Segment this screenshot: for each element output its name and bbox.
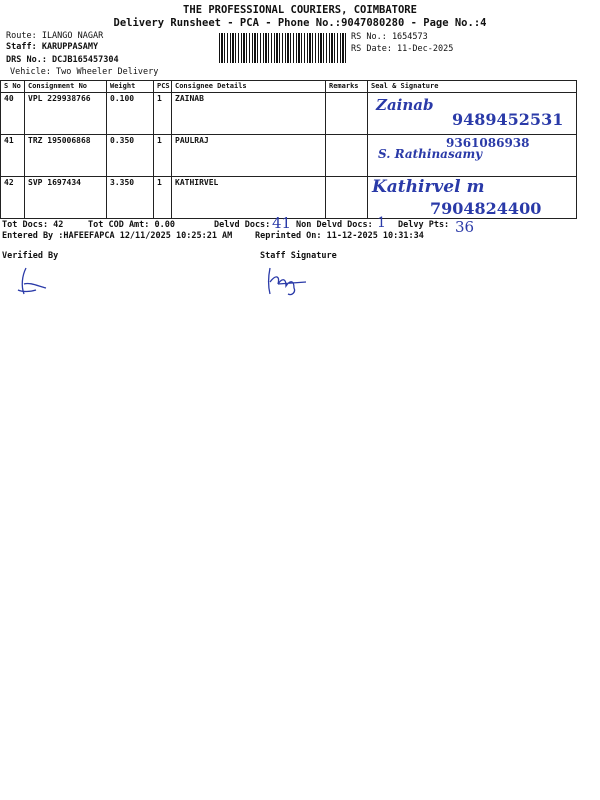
table-row: [1, 135, 577, 177]
runsheet-subtitle: Delivery Runsheet - PCA - Phone No.:9047080280 - Page No.:4: [113, 17, 487, 29]
consignee-cell: PAULRAJ: [172, 135, 326, 177]
drs-number: DRS No.: DCJB165457304: [6, 55, 119, 65]
staff-text: Staff: KARUPPASAMY: [6, 42, 99, 52]
delivery-points-label: Delvy Pts:: [398, 220, 450, 230]
rs-number: RS No.: 1654573: [351, 32, 428, 42]
pcs-cell: 1: [154, 177, 172, 219]
company-title: THE PROFESSIONAL COURIERS, COIMBATORE: [183, 4, 417, 16]
staff-signature: [262, 264, 312, 298]
signature-cell: [368, 93, 577, 135]
total-docs: Tot Docs: 42: [2, 220, 64, 230]
sno-cell: 42: [1, 177, 25, 219]
handwritten-phone: 9361086938: [446, 136, 530, 150]
handwritten-signature: Kathirvel m: [372, 177, 485, 197]
table-header-row: [1, 81, 577, 93]
handwritten-phone: 7904824400: [430, 199, 542, 218]
verified-by-label: Verified By: [2, 251, 59, 261]
runsheet-table: [0, 80, 577, 219]
delivered-docs-label: Delvd Docs:: [214, 220, 271, 230]
column-header: PCS: [154, 81, 172, 93]
column-header: Consignment No: [25, 81, 107, 93]
signature-cell: [368, 177, 577, 219]
total-cod: Tot COD Amt: 0.00: [88, 220, 175, 230]
delivered-docs-value: 41: [272, 214, 292, 232]
weight-cell: 3.350: [107, 177, 154, 219]
consignee-cell: KATHIRVEL: [172, 177, 326, 219]
pcs-cell: 1: [154, 93, 172, 135]
pcs-cell: 1: [154, 135, 172, 177]
table-row: [1, 93, 577, 135]
staff-signature-label: Staff Signature: [260, 251, 337, 261]
table-row: [1, 177, 577, 219]
column-header: Consignee Details: [172, 81, 326, 93]
remarks-cell: [326, 135, 368, 177]
consignee-cell: ZAINAB: [172, 93, 326, 135]
non-delivered-value: 1: [377, 215, 386, 231]
consignment-cell: SVP 1697434: [25, 177, 107, 219]
route-text: Route: ILANGO NAGAR: [6, 31, 104, 41]
weight-cell: 0.100: [107, 93, 154, 135]
verifier-signature: [12, 264, 52, 298]
handwritten-signature: S. Rathinasamy: [378, 147, 483, 161]
delivery-points-value: 36: [455, 218, 475, 236]
column-header: S No: [1, 81, 25, 93]
rs-date: RS Date: 11-Dec-2025: [351, 44, 454, 54]
handwritten-signature: Zainab: [376, 96, 434, 114]
consignment-cell: TRZ 195006868: [25, 135, 107, 177]
sno-cell: 41: [1, 135, 25, 177]
reprinted-on: Reprinted On: 11-12-2025 10:31:34: [255, 231, 424, 241]
column-header: Remarks: [326, 81, 368, 93]
barcode-image: [219, 33, 347, 63]
sno-cell: 40: [1, 93, 25, 135]
signature-cell: [368, 135, 577, 177]
column-header: Weight: [107, 81, 154, 93]
column-header: Seal & Signature: [368, 81, 577, 93]
remarks-cell: [326, 93, 368, 135]
consignment-cell: VPL 229938766: [25, 93, 107, 135]
weight-cell: 0.350: [107, 135, 154, 177]
non-delivered-label: Non Delvd Docs:: [296, 220, 373, 230]
remarks-cell: [326, 177, 368, 219]
vehicle-text: Vehicle: Two Wheeler Delivery: [10, 67, 159, 77]
entered-by: Entered By :HAFEEFAPCA 12/11/2025 10:25:21 AM: [2, 231, 233, 241]
handwritten-phone: 9489452531: [452, 110, 564, 129]
